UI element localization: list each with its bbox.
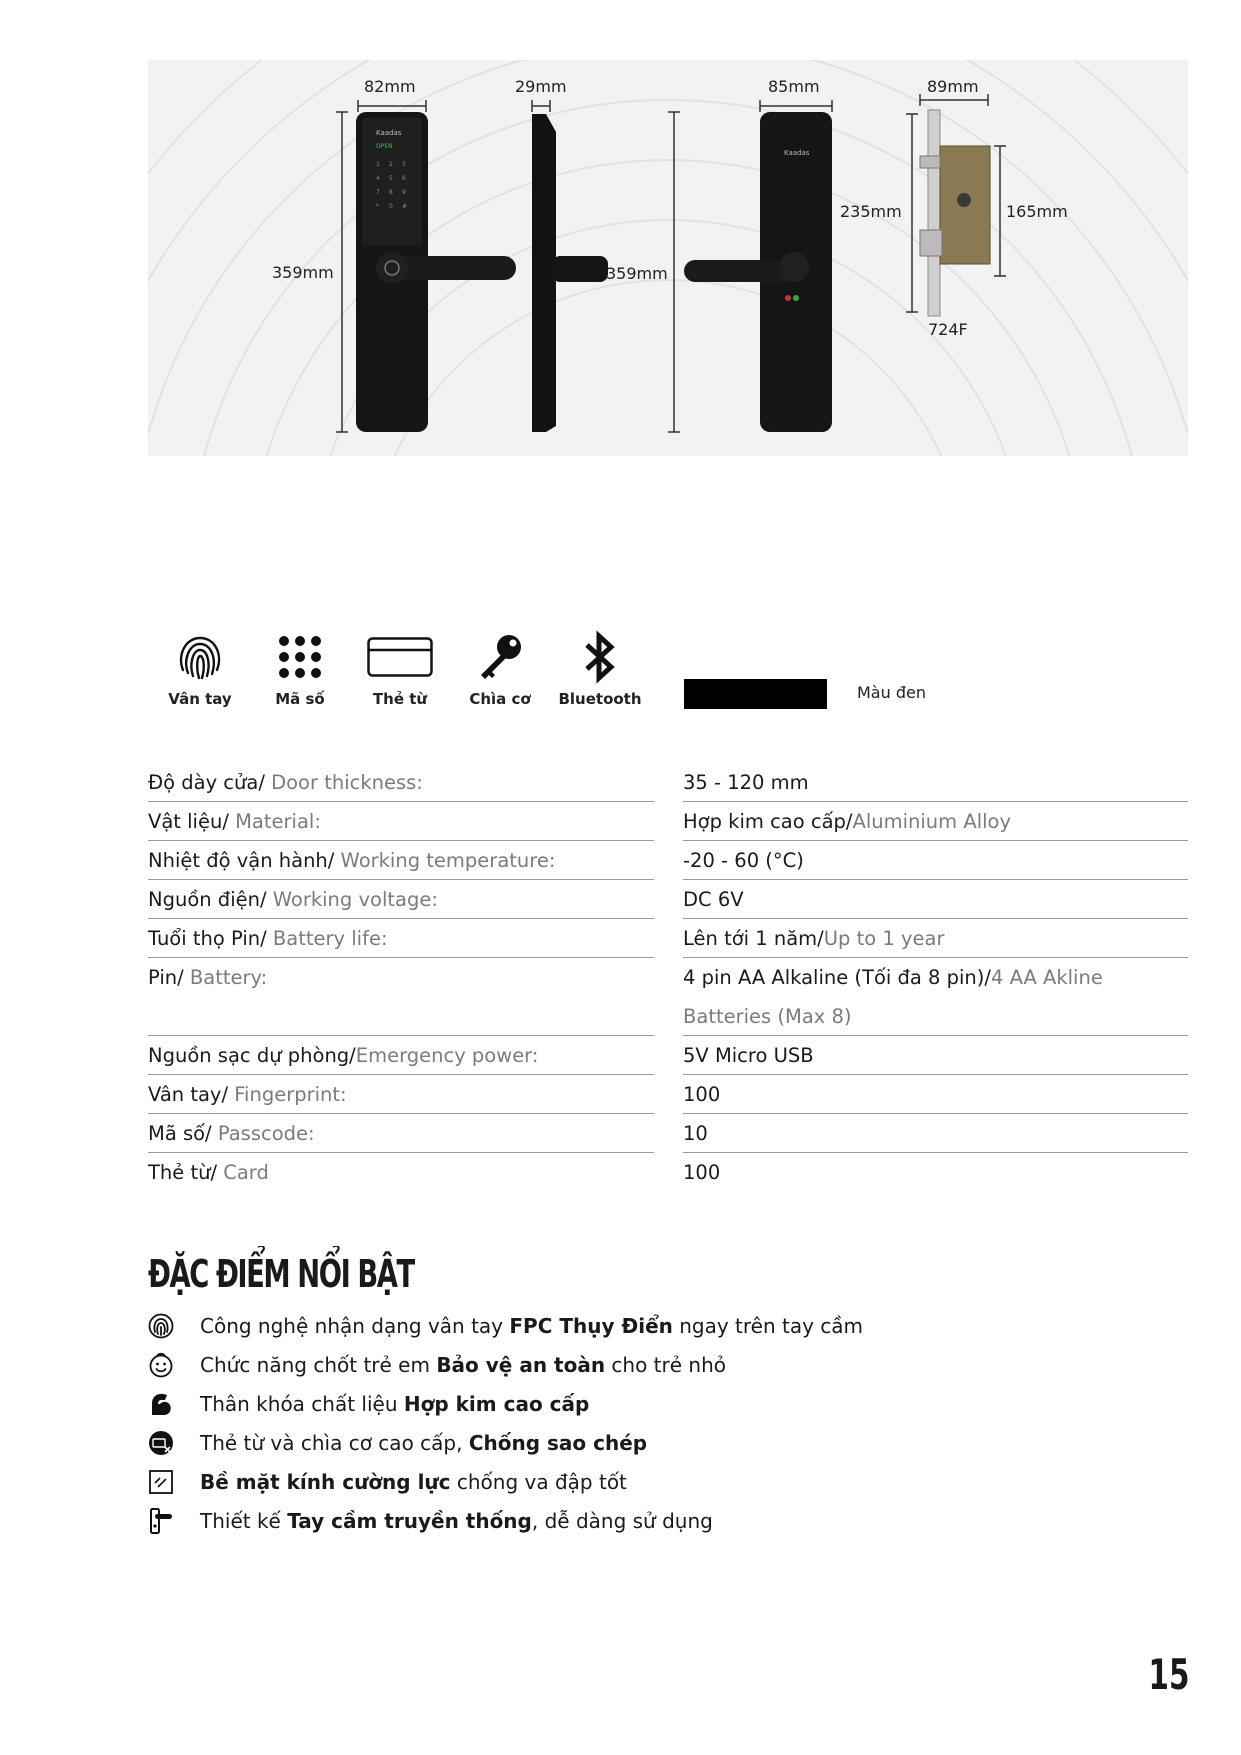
spec-label: Vật liệu/ Material: (148, 802, 654, 841)
no-copy-icon (148, 1430, 174, 1456)
spec-label: Pin/ Battery: (148, 958, 654, 1036)
svg-text:#: # (402, 203, 408, 210)
strong-arm-icon (148, 1391, 174, 1417)
page-number: 15 (1148, 1650, 1189, 1699)
mortise-model: 724F (928, 320, 968, 339)
spec-value: DC 6V (683, 880, 1188, 919)
svg-text:3: 3 (402, 161, 406, 168)
key-icon (475, 632, 525, 682)
feature-key (452, 628, 548, 708)
feature-passcode (252, 628, 348, 708)
fingerprint-icon (173, 630, 227, 684)
dim-back-width: 85mm (768, 77, 820, 96)
fingerprint-icon (148, 1313, 174, 1339)
svg-text:8: 8 (389, 189, 393, 196)
feature-card (352, 628, 448, 708)
front-brand: Kaadas (376, 129, 402, 137)
product-dimension-image (148, 60, 1188, 456)
background-arcs (148, 60, 1188, 456)
mortise-view (840, 77, 1068, 339)
feature-fingerprint (152, 628, 248, 708)
svg-text:7: 7 (376, 189, 380, 196)
spec-label: Độ dày cửa/ Door thickness: (148, 763, 654, 802)
svg-text:5: 5 (389, 175, 393, 182)
spec-label: Tuổi thọ Pin/ Battery life: (148, 919, 654, 958)
highlight-item: Bề mặt kính cường lực chống va đập tốt (148, 1465, 1048, 1499)
spec-value: Hợp kim cao cấp/Aluminium Alloy (683, 802, 1188, 841)
dim-front-height: 359mm (272, 263, 334, 282)
front-view (272, 77, 516, 432)
highlight-item: Thân khóa chất liệu Hợp kim cao cấp (148, 1387, 1048, 1421)
dim-side-height: 359mm (606, 264, 668, 283)
glass-panel-icon (148, 1469, 174, 1495)
back-view (684, 77, 832, 432)
svg-text:0: 0 (389, 203, 393, 210)
svg-text:4: 4 (376, 175, 380, 182)
feature-label: Thẻ từ (372, 690, 428, 708)
card-icon (367, 637, 433, 677)
dim-front-width: 82mm (364, 77, 416, 96)
dim-mortise-height: 165mm (1006, 202, 1068, 221)
svg-text:6: 6 (402, 175, 406, 182)
svg-text:1: 1 (376, 161, 380, 168)
spec-value: -20 - 60 (°C) (683, 841, 1188, 880)
spec-label: Nguồn điện/ Working voltage: (148, 880, 654, 919)
spec-value: 4 pin AA Alkaline (Tối đa 8 pin)/4 AA Akline Batteries (Max 8) (683, 958, 1188, 1036)
spec-label: Nhiệt độ vận hành/ Working temperature: (148, 841, 654, 880)
highlight-item: Thiết kế Tay cầm truyền thống, dễ dàng sử dụng (148, 1504, 1048, 1538)
svg-text:9: 9 (402, 189, 406, 196)
spec-value: 35 - 120 mm (683, 763, 1188, 802)
back-brand: Kaadas (784, 149, 810, 157)
svg-text:*: * (376, 203, 379, 210)
color-swatch-black (684, 679, 827, 709)
spec-value: 100 (683, 1075, 1188, 1114)
svg-text:2: 2 (389, 161, 393, 168)
spec-value: 100 (683, 1161, 721, 1184)
child-face-icon (148, 1352, 174, 1378)
feature-label: Chìa cơ (469, 690, 531, 708)
dim-mortise-inner: 235mm (840, 202, 902, 221)
dim-mortise-width: 89mm (927, 77, 979, 96)
bluetooth-icon (582, 630, 618, 684)
svg-text:OPEN: OPEN (376, 143, 393, 150)
side-view (515, 77, 680, 432)
feature-label: Vân tay (168, 690, 232, 708)
highlights-title: ĐẶC ĐIỂM NỔI BẬT (148, 1252, 414, 1296)
highlight-item: Công nghệ nhận dạng vân tay FPC Thụy Điển ngay trên tay cầm (148, 1309, 1048, 1343)
keypad-icon (276, 633, 324, 681)
highlight-item: Chức năng chốt trẻ em Bảo vệ an toàn cho trẻ nhỏ (148, 1348, 1048, 1382)
spec-label: Thẻ từ/ Card (148, 1161, 269, 1184)
spec-label: Mã số/ Passcode: (148, 1114, 654, 1153)
spec-value: Lên tới 1 năm/Up to 1 year (683, 919, 1188, 958)
highlight-item: Thẻ từ và chìa cơ cao cấp, Chống sao chép (148, 1426, 1048, 1460)
feature-bluetooth (552, 628, 648, 708)
spec-value: 5V Micro USB (683, 1036, 1188, 1075)
spec-label: Vân tay/ Fingerprint: (148, 1075, 654, 1114)
door-handle-icon (148, 1508, 174, 1534)
dim-side-depth: 29mm (515, 77, 567, 96)
color-label: Màu đen (857, 683, 926, 702)
spec-value: 10 (683, 1114, 1188, 1153)
spec-label: Nguồn sạc dự phòng/Emergency power: (148, 1036, 654, 1075)
feature-label: Bluetooth (558, 690, 642, 708)
feature-label: Mã số (275, 690, 325, 708)
